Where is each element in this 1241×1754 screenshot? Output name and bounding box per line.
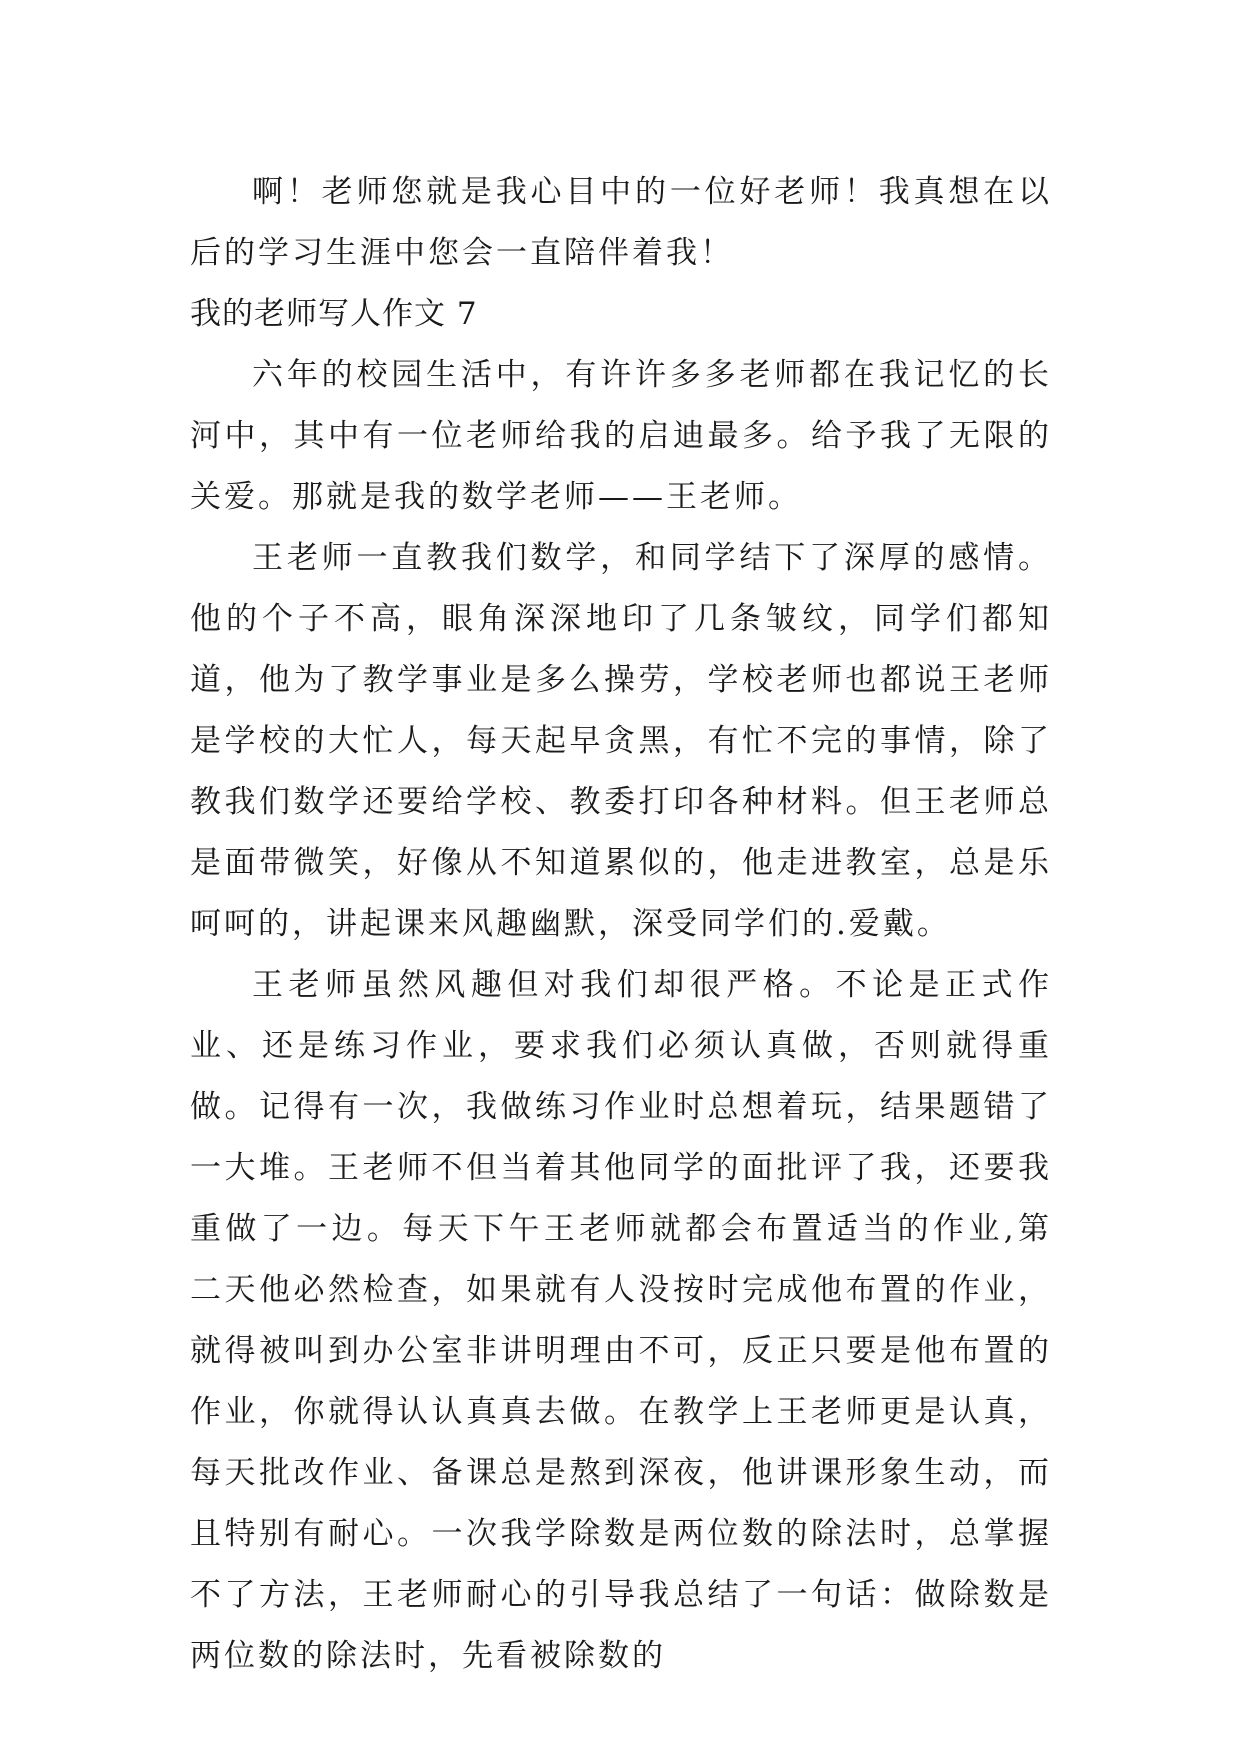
paragraph-1: 六年的校园生活中，有许许多多老师都在我记忆的长河中，其中有一位老师给我的启迪最多。给予我了无限的关爱。那就是我的数学老师——王老师。 <box>190 357 1052 515</box>
paragraph-2: 王老师一直教我们数学，和同学结下了深厚的感情。他的个子不高，眼角深深地印了几条皱纹，同学们都知道，他为了教学事业是多么操劳，学校老师也都说王老师是学校的大忙人，每天起早贪黑，有忙不完的事情，除了教我们数学还要给学校、教委打印各种材料。但王老师总是面带微笑，好像从不知道累似的，他走进教室，总是乐呵呵的，讲起课来风趣幽默，深受同学们的.爱戴。 <box>190 540 1052 942</box>
section-heading: 我的老师写人作文 7 <box>190 296 478 332</box>
paragraph-3: 王老师虽然风趣但对我们却很严格。不论是正式作业、还是练习作业，要求我们必须认真做，否则就得重做。记得有一次，我做练习作业时总想着玩，结果题错了一大堆。王老师不但当着其他同学的面批评了我，还要我重做了一边。每天下午王老师就都会布置适当的作业,第二天他必然检查，如果就有人没按时完成他布置的作业，就得被叫到办公室非讲明理由不可，反正只要是他布置的作业，你就得认认真真去做。在教学上王老师更是认真，每天批改作业、备课总是熬到深夜，他讲课形象生动，而且特别有耐心。一次我学除数是两位数的除法时，总掌握不了方法，王老师耐心的引导我总结了一句话：做除数是两位数的除法时，先看被除数的 <box>190 967 1052 1674</box>
document-body <box>190 162 1052 1687</box>
intro-paragraph: 啊！老师您就是我心目中的一位好老师！我真想在以后的学习生涯中您会一直陪伴着我！ <box>190 174 1052 271</box>
